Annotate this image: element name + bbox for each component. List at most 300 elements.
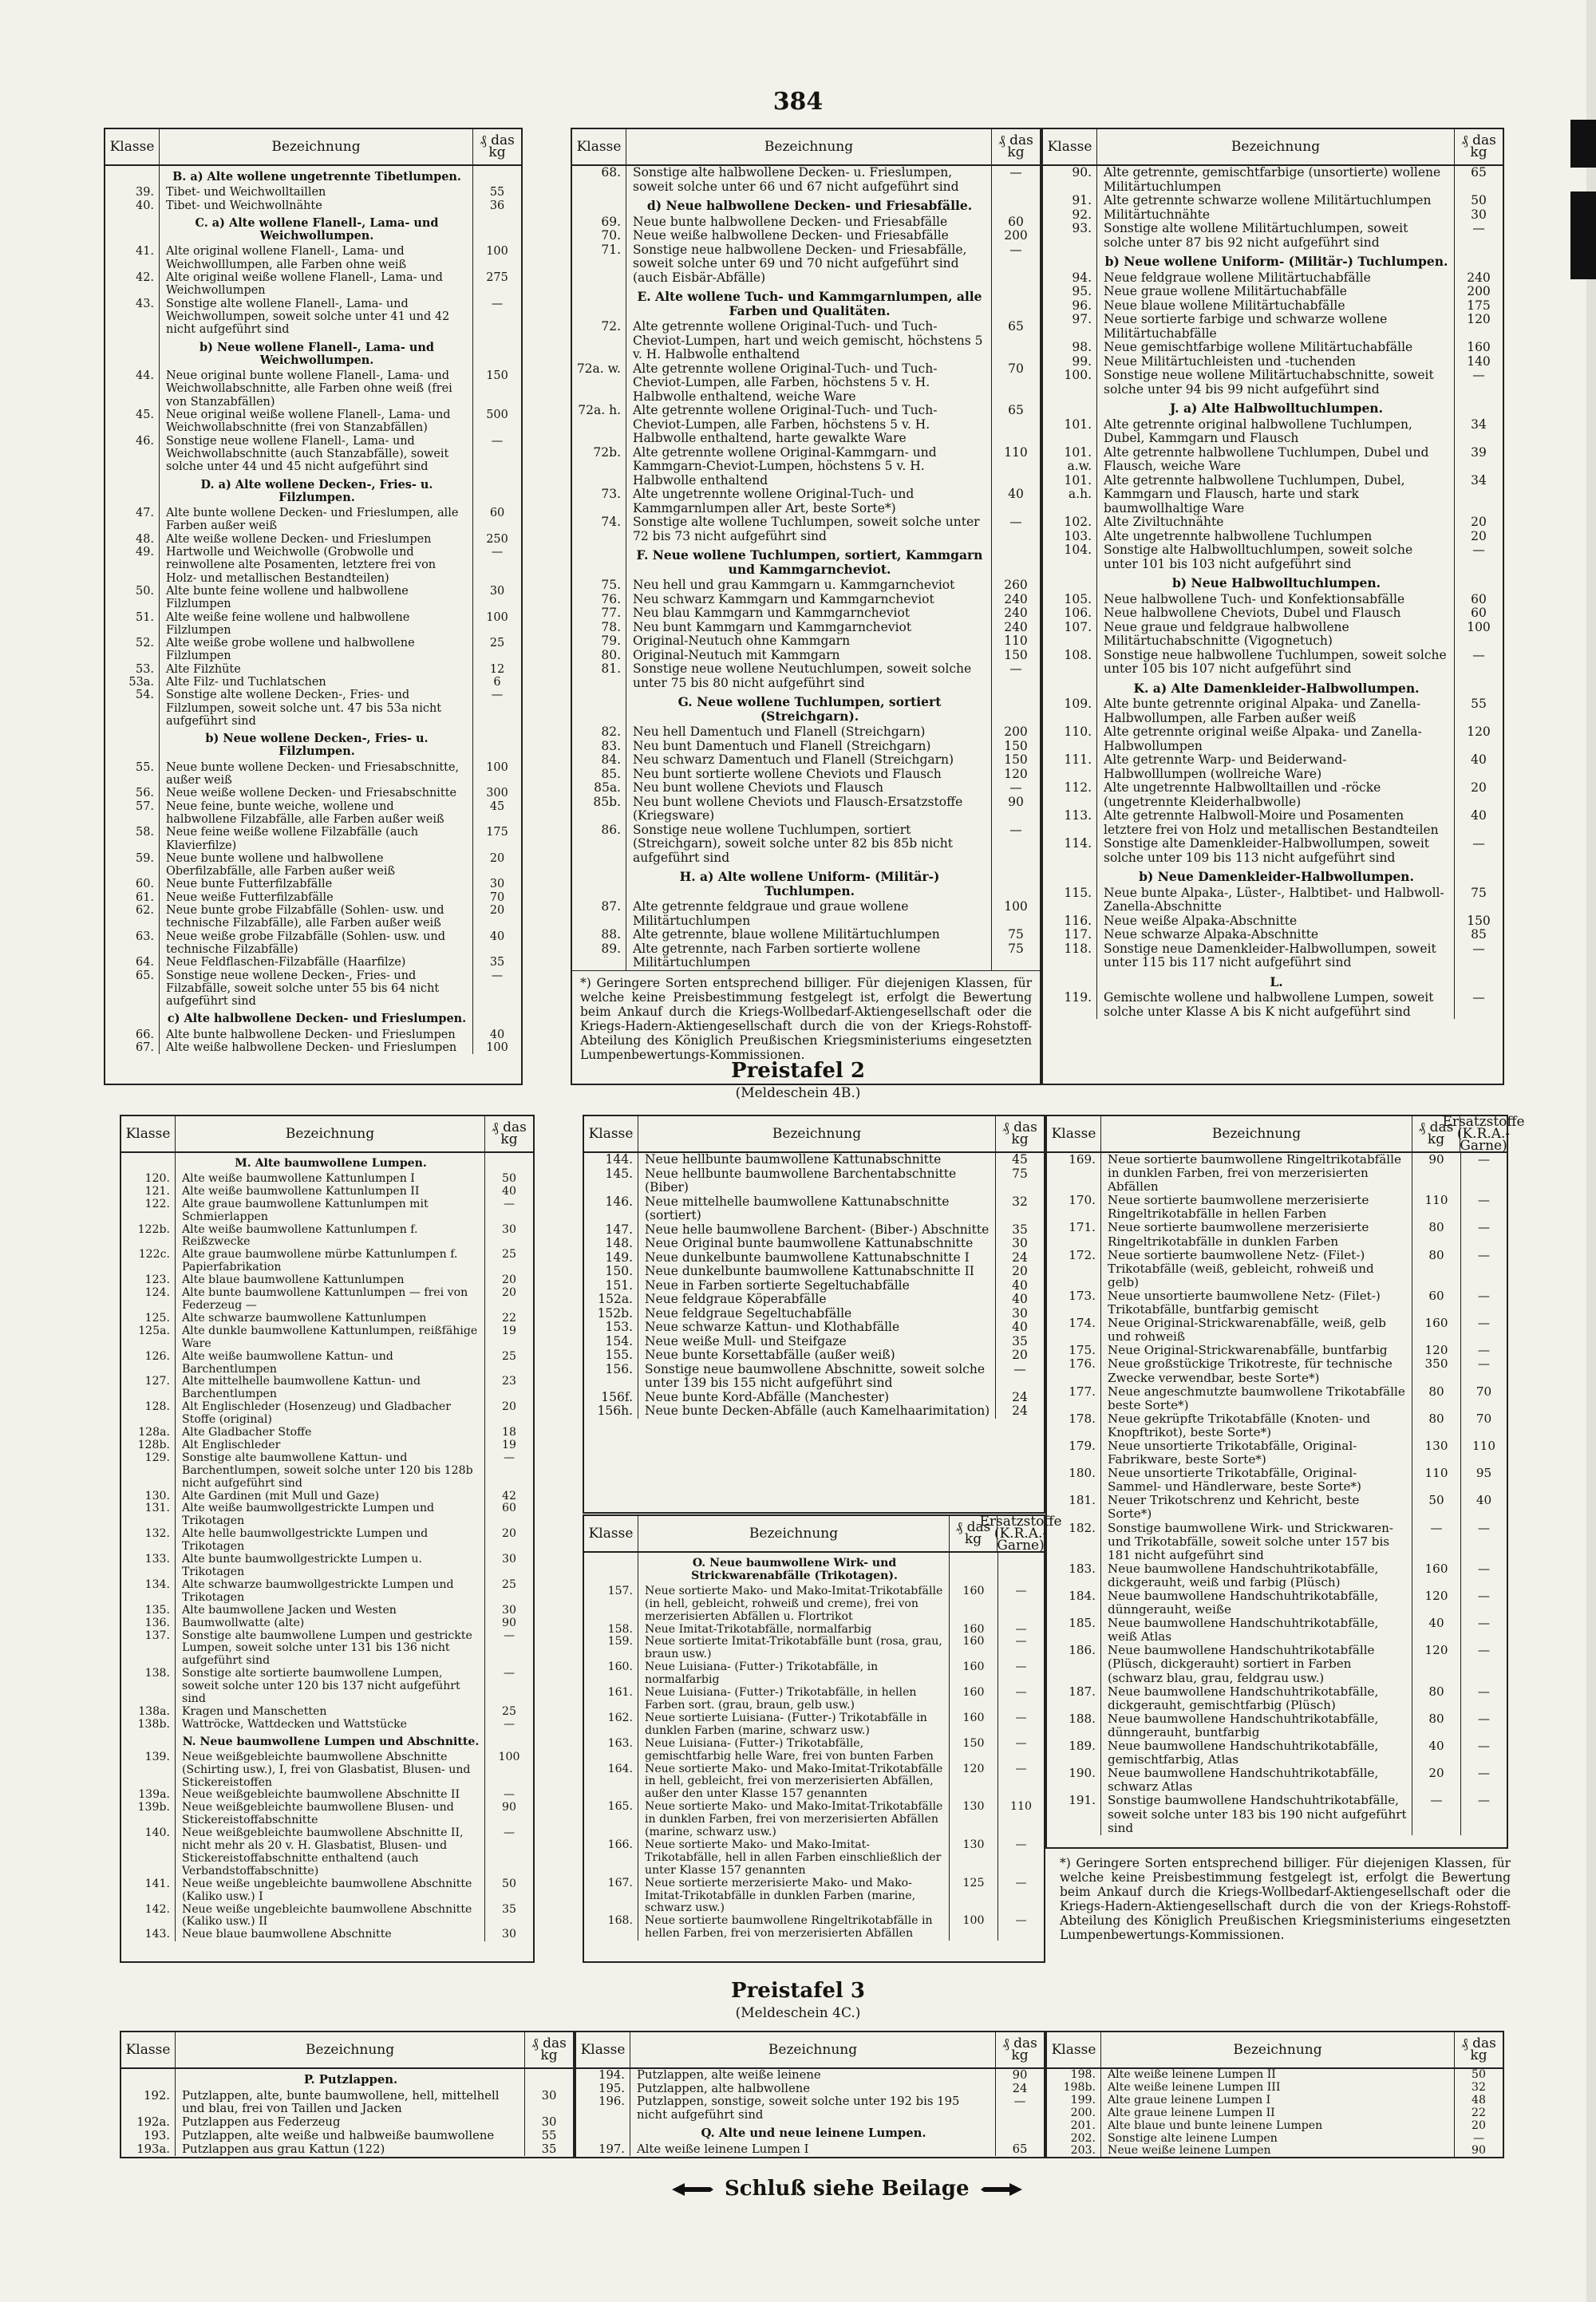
klasse-cell: 198b.	[1047, 2082, 1101, 2095]
klasse-cell: 203.	[1047, 2145, 1101, 2158]
bezeichnung-cell: Neu schwarz Damentuch und Flanell (Streichgarn)	[626, 753, 992, 768]
ersatz-cell: —	[1460, 1794, 1507, 1834]
preis-cell	[485, 1153, 533, 1173]
table-header	[105, 129, 521, 166]
preis-cell: —	[503, 1451, 516, 1464]
preis-cell: 60	[1008, 214, 1024, 229]
table-row	[572, 229, 1040, 243]
bezeichnung-cell: Neue dunkelbunte baumwollene Kattunabschnitte II	[638, 1265, 996, 1279]
preis-cell: 20	[1471, 528, 1487, 543]
preis-cell	[996, 2122, 1044, 2143]
klasse-cell: 194.	[576, 2069, 630, 2083]
klasse-cell: 147.	[584, 1223, 638, 1238]
preis-cell: 20	[502, 1286, 516, 1300]
table-row	[584, 1335, 1044, 1349]
table-row	[121, 1491, 533, 1503]
table-row	[105, 956, 521, 969]
bezeichnung-cell: Neue hellbunte baumwollene Barchentabschnitte (Biber)	[638, 1167, 996, 1195]
preis-cell: 90	[1008, 794, 1024, 809]
klasse-cell: 83.	[572, 740, 626, 754]
bezeichnung-cell: Alte bunte baumwollene Kattunlumpen — frei von Federzeug —	[176, 1287, 485, 1313]
bezeichnung-cell: Alte bunte halbwollene Decken- und Frieslumpen	[160, 1029, 473, 1041]
preis-cell: 130	[962, 1838, 985, 1851]
klasse-cell: 188.	[1047, 1712, 1101, 1739]
preis-cell	[1455, 677, 1503, 698]
preis-cell: 32	[1012, 1194, 1028, 1209]
bezeichnung-cell: Neue feldgraue Köperabfälle	[638, 1293, 996, 1307]
table-row	[1043, 606, 1503, 621]
klasse-cell: 138.	[121, 1668, 176, 1706]
preis-cell: 160	[1467, 340, 1491, 354]
preis-cell: 40	[1471, 808, 1487, 823]
bezeichnung-cell: Sonstige neue halbwollene Decken- und Friesabfälle, soweit solche unter 69 und 70 nicht aufgeführt sind (auch Eisbär-Abfälle)	[626, 243, 992, 286]
bezeichnung-cell: Alte bunte baumwollgestrickte Lumpen u. Trikotagen	[176, 1554, 485, 1579]
table-row	[576, 2069, 1044, 2083]
table-row	[1043, 621, 1503, 649]
preis-cell: 55	[1471, 697, 1487, 711]
table-row	[105, 546, 521, 585]
table-row	[1043, 697, 1503, 725]
table-row	[121, 2130, 573, 2143]
bezeichnung-cell: Neue gemischtfarbige wollene Militärtuchabfälle	[1097, 341, 1455, 355]
klasse-cell: 106.	[1043, 606, 1097, 621]
preis-cell	[950, 1553, 998, 1585]
preis-cell: —	[503, 1788, 516, 1802]
klasse-cell	[572, 543, 626, 578]
table-row	[584, 1878, 1044, 1916]
ersatz-cell: —	[998, 1763, 1044, 1802]
bezeichnung-cell: Alte weiße baumwollene Kattunlumpen I	[176, 1173, 485, 1186]
section-heading: J. a) Alte Halbwolltuchlumpen.	[1097, 397, 1455, 418]
table-row	[1043, 914, 1503, 929]
section-heading-row	[1043, 250, 1503, 271]
bezeichnung-cell: Neue original bunte wollene Flanell-, Lama- und Weichwollabschnitte, alle Farben ohne weiß (frei von Stanzabfällen)	[160, 369, 473, 409]
bezeichnung-cell: Alte schwarze baumwollene Kattunlumpen	[176, 1313, 485, 1325]
col-klasse-header: Klasse	[572, 129, 626, 164]
price-table-3-col-1	[120, 2031, 575, 2158]
klasse-cell: 56.	[105, 787, 160, 800]
table-row	[1047, 2133, 1503, 2146]
preis-cell: —	[1013, 1361, 1026, 1376]
ersatz-cell: —	[998, 1738, 1044, 1763]
table-row	[105, 507, 521, 533]
ersatz-cell: —	[1460, 1739, 1507, 1767]
preis-cell: —	[1009, 515, 1022, 529]
preis-cell: 6	[493, 675, 501, 689]
table-row	[105, 435, 521, 474]
klasse-cell: 122c.	[121, 1249, 176, 1274]
preis-cell: 130	[1424, 1438, 1448, 1453]
bezeichnung-cell: Neu hell und grau Kammgarn u. Kammgarncheviot	[626, 578, 992, 593]
bezeichnung-cell: Neue baumwollene Handschuhtrikotabfälle, schwarz Atlas	[1101, 1767, 1412, 1794]
klasse-cell	[105, 337, 160, 370]
klasse-cell: 160.	[584, 1661, 638, 1687]
bezeichnung-cell: Alte Gardinen (mit Mull und Gaze)	[176, 1491, 485, 1503]
preis-cell: 160	[962, 1686, 985, 1700]
footer-text: Schluß siehe Beilage	[725, 2177, 970, 2201]
klasse-cell: 107.	[1043, 621, 1097, 649]
preis-cell: 20	[1471, 780, 1487, 795]
table-row	[584, 1321, 1044, 1335]
table-row	[105, 878, 521, 890]
klasse-cell: 166.	[584, 1839, 638, 1878]
klasse-cell: 101. a.h.	[1043, 474, 1097, 516]
klasse-cell: 53a.	[105, 676, 160, 689]
klasse-cell: 72.	[572, 320, 626, 362]
ersatz-cell: —	[1460, 1767, 1507, 1794]
preis-cell: 30	[489, 584, 505, 598]
preis-cell: 90	[502, 1616, 516, 1629]
preis-cell: 75	[1008, 927, 1024, 942]
preis-cell: 20	[1472, 2118, 1486, 2132]
preis-cell: 125	[962, 1876, 985, 1889]
preis-cell: 36	[489, 199, 505, 212]
table-row	[584, 1279, 1044, 1293]
preis-cell: 40	[1012, 1277, 1028, 1293]
table-body	[121, 1153, 533, 1941]
table-row	[1043, 271, 1503, 286]
preis-cell: 40	[502, 1184, 516, 1198]
klasse-cell	[121, 2069, 176, 2090]
preis-cell	[473, 337, 521, 370]
klasse-cell: 105.	[1043, 593, 1097, 607]
preis-cell: 90	[1012, 2068, 1028, 2082]
klasse-cell: 50.	[105, 585, 160, 611]
table-row	[1043, 753, 1503, 781]
bezeichnung-cell: Putzlappen, alte weiße und halbweiße baumwollene	[176, 2130, 525, 2143]
preis-cell: 160	[962, 1622, 985, 1636]
table-row	[572, 823, 1040, 866]
table-row	[105, 409, 521, 435]
preis-cell: 32	[1472, 2080, 1486, 2094]
klasse-cell: 173.	[1047, 1289, 1101, 1317]
table-row	[1047, 2082, 1503, 2095]
col-ersatz-header: Ersatzstoffe (K.R.A.-Garne)	[1442, 1113, 1525, 1154]
klasse-cell: 54.	[105, 689, 160, 728]
table-row	[1047, 1494, 1507, 1521]
section-heading: Q. Alte und neue leinene Lumpen.	[630, 2122, 996, 2143]
table-body	[572, 166, 1040, 970]
preis-cell: 175	[1467, 298, 1491, 313]
table-body	[1043, 166, 1503, 1019]
section-heading-row	[105, 166, 521, 186]
klasse-cell	[105, 212, 160, 246]
preis-cell: 250	[486, 532, 508, 546]
klasse-cell: 162.	[584, 1712, 638, 1738]
klasse-cell: 130.	[121, 1491, 176, 1503]
bezeichnung-cell: Neue weißgebleichte baumwollene Blusen- und Stickereistoffabschnitte	[176, 1802, 485, 1827]
preis-cell	[473, 1008, 521, 1028]
preis-cell: 24	[1012, 1250, 1028, 1265]
klasse-cell	[105, 728, 160, 761]
price-table-2-col-2-trikot	[583, 1513, 1062, 1963]
klasse-cell: 108.	[1043, 649, 1097, 677]
klasse-cell: 96.	[1043, 299, 1097, 314]
bezeichnung-cell: Alte getrennte feldgraue und graue wollene Militärtuchlumpen	[626, 900, 992, 928]
bezeichnung-cell: Neue sortierte baumwollene merzerisierte Ringeltrikotabfälle in hellen Farben	[1101, 1194, 1412, 1221]
table-row	[121, 1751, 533, 1790]
ersatz-cell: —	[1460, 1249, 1507, 1289]
table-row	[1043, 515, 1503, 530]
bezeichnung-cell: Kragen und Manschetten	[176, 1706, 485, 1719]
preis-cell: 110	[1424, 1193, 1448, 1208]
footer-continuation	[670, 2177, 1024, 2201]
table-row	[584, 1167, 1044, 1195]
bezeichnung-cell: Alte Filz- und Tuchlatschen	[160, 676, 473, 689]
table-row	[584, 1738, 1044, 1763]
preis-cell: 50	[1471, 193, 1487, 207]
table-row	[1047, 1249, 1507, 1289]
table-row	[1047, 1289, 1507, 1317]
ersatz-cell: 110	[1460, 1439, 1507, 1467]
bezeichnung-cell: Neue bunte Kord-Abfälle (Manchester)	[638, 1391, 996, 1405]
klasse-cell: 58.	[105, 826, 160, 852]
bezeichnung-cell: Neue baumwollene Handschuhtrikotabfälle (Plüsch, dickgerauht) sortiert in Farben (schwarz blau, grau, feldgrau usw.)	[1101, 1644, 1412, 1684]
bezeichnung-cell: Neu bunt wollene Cheviots und Flausch-Ersatzstoffe (Kriegsware)	[626, 796, 992, 823]
preis-cell: 30	[541, 2088, 557, 2103]
price-table-3-col-2	[575, 2031, 1045, 2158]
preis-cell	[1455, 397, 1503, 418]
table-row	[105, 186, 521, 199]
table-row	[572, 796, 1040, 823]
table-row	[121, 1427, 533, 1439]
bezeichnung-cell: Neue sortierte Mako- und Mako-Imitat-Trikotabfälle in dunklen Farben, frei von merzerisierten Abfällen (marine, schwarz usw.)	[638, 1801, 950, 1839]
section-heading: D. a) Alte wollene Decken-, Fries- u. Filzlumpen.	[160, 474, 473, 507]
preis-cell	[992, 690, 1040, 725]
bezeichnung-cell: Alte Filzhüte	[160, 663, 473, 676]
klasse-cell: 76.	[572, 593, 626, 607]
bezeichnung-cell: Neue sortierte baumwollene Ringeltrikotabfälle in dunklen Farben, frei von merzerisierten Abfällen	[1101, 1153, 1412, 1194]
bezeichnung-cell: Sonstige alte wollene Decken-, Fries- und Filzlumpen, soweit solche unt. 47 bis 53a nicht aufgeführt sind	[160, 689, 473, 728]
bezeichnung-cell: Neue weißgebleichte baumwollene Abschnitte (Schirting usw.), I, frei von Glasbatist, Blusen- und Stickereistoffen	[176, 1751, 485, 1790]
table-row	[1047, 1617, 1507, 1644]
klasse-cell: 184.	[1047, 1589, 1101, 1617]
preis-cell: —	[1013, 2095, 1026, 2109]
preis-cell: 40	[1008, 487, 1024, 501]
section-heading: L.	[1097, 970, 1455, 992]
klasse-cell: 84.	[572, 753, 626, 768]
klasse-cell: 152b.	[584, 1307, 638, 1321]
bezeichnung-cell: Neu schwarz Kammgarn und Kammgarncheviot	[626, 593, 992, 607]
bezeichnung-cell: Putzlappen, sonstige, soweit solche unter 192 bis 195 nicht aufgeführt sind	[630, 2095, 996, 2122]
bezeichnung-cell: Alte weiße baumwollene Kattunlumpen f. Reißzwecke	[176, 1224, 485, 1250]
klasse-cell: 139.	[121, 1751, 176, 1790]
klasse-cell: 145.	[584, 1167, 638, 1195]
table-row	[584, 1153, 1044, 1167]
ersatz-cell: —	[1460, 1617, 1507, 1644]
preis-cell: —	[1472, 221, 1485, 235]
preis-cell: 240	[1004, 591, 1028, 606]
preis-cell: 20	[502, 1400, 516, 1414]
section-heading: b) Neue wollene Decken-, Fries- u. Filzlumpen.	[160, 728, 473, 761]
bezeichnung-cell: Alte graue baumwollene mürbe Kattunlumpen f. Papierfabrikation	[176, 1249, 485, 1274]
klasse-cell: 110.	[1043, 725, 1097, 753]
preis-cell: 40	[1428, 1616, 1444, 1631]
table-row	[105, 904, 521, 930]
preis-cell: 160	[1424, 1561, 1448, 1576]
section-heading: O. Neue baumwollene Wirk- und Strickwarenabfälle (Trikotagen).	[638, 1553, 950, 1585]
bezeichnung-cell: Sonstige neue baumwollene Abschnitte, soweit solche unter 139 bis 155 nicht aufgeführt sind	[638, 1363, 996, 1391]
section-heading: H. a) Alte wollene Uniform- (Militär-) Tuchlumpen.	[626, 865, 992, 900]
table-row	[121, 1325, 533, 1351]
preis-cell: 80	[1428, 1220, 1444, 1235]
klasse-cell: 71.	[572, 243, 626, 286]
table-row	[105, 199, 521, 212]
preis-cell: 24	[1012, 1389, 1028, 1404]
klasse-cell: 81.	[572, 662, 626, 690]
klasse-cell: 123.	[121, 1274, 176, 1287]
table-row	[572, 753, 1040, 768]
table-row	[1047, 1412, 1507, 1439]
klasse-cell: 126.	[121, 1351, 176, 1376]
preis-cell: 100	[486, 760, 508, 774]
table-row	[584, 1391, 1044, 1405]
bezeichnung-cell: Alte helle baumwollgestrickte Lumpen und Trikotagen	[176, 1528, 485, 1554]
preis-cell: 50	[1428, 1493, 1444, 1508]
footnote: *) Geringere Sorten entsprechend billiger. Für diejenigen Klassen, für welche keine Preisbestimmung festgelegt ist, erfolgt die Bewertung beim Ankauf durch die Kriegs-Wollbedarf-Aktiengesellschaft oder die Kriegs-Hadern-Aktiengesellschaft durch die von der Kriegs-Rohstoff-Abteilung des Königlich Preußischen Kriegsministeriums eingesetzten Lumpenbewertungs-Kommissionen.	[572, 970, 1040, 1067]
bezeichnung-cell: Alte weiße wollene Decken- und Frieslumpen	[160, 533, 473, 546]
table-row	[1047, 1439, 1507, 1467]
ersatz-cell: —	[1460, 1317, 1507, 1344]
col-preis-header: ₰ das kg	[1461, 2035, 1496, 2063]
bezeichnung-cell: Sonstige baumwollene Handschuhtrikotabfälle, soweit solche unter 183 bis 190 nicht aufgeführt sind	[1101, 1794, 1412, 1834]
preis-cell: —	[1430, 1793, 1443, 1808]
bezeichnung-cell: Alte weiße grobe wollene und halbwollene Filzlumpen	[160, 637, 473, 663]
preis-cell: —	[1009, 780, 1022, 795]
klasse-cell: 153.	[584, 1321, 638, 1335]
bezeichnung-cell: Neue feine, bunte weiche, wollene und halbwollene Filzabfälle, alle Farben außer weiß	[160, 800, 473, 827]
table-row	[121, 2143, 573, 2157]
preis-cell: 48	[1472, 2093, 1486, 2107]
klasse-cell: 72a. w.	[572, 362, 626, 405]
preis-cell: 200	[1467, 284, 1491, 298]
klasse-cell: 92.	[1043, 208, 1097, 223]
table-row	[121, 2116, 573, 2130]
preis-cell: 100	[962, 1914, 985, 1928]
ersatz-cell: —	[998, 1636, 1044, 1661]
table-row	[105, 761, 521, 788]
bezeichnung-cell: Alte bunte feine wollene und halbwollene Filzlumpen	[160, 585, 473, 611]
col-preis-header: ₰ das kg	[998, 132, 1033, 160]
bezeichnung-cell: Alte mittelhelle baumwollene Kattun- und Barchentlumpen	[176, 1376, 485, 1401]
klasse-cell: 85.	[572, 768, 626, 782]
klasse-cell	[121, 1731, 176, 1751]
table-row	[572, 725, 1040, 740]
preis-cell: 150	[486, 369, 508, 383]
table-row	[1043, 299, 1503, 314]
bezeichnung-cell: Neue mittelhelle baumwollene Kattunabschnitte (sortiert)	[638, 1195, 996, 1223]
klasse-cell: 129.	[121, 1452, 176, 1491]
bezeichnung-cell: Sonstige alte baumwollene Lumpen und gestrickte Lumpen, soweit solche unter 131 bis 136 nicht aufgeführt sind	[176, 1630, 485, 1668]
klasse-cell: 172.	[1047, 1249, 1101, 1289]
klasse-cell: 143.	[121, 1929, 176, 1941]
preis-cell: 20	[1471, 515, 1487, 529]
table-row	[105, 271, 521, 298]
bezeichnung-cell: Sonstige baumwollene Wirk- und Strickwaren- und Trikotabfälle, soweit solche unter 157 bis 181 nicht aufgeführt sind	[1101, 1522, 1412, 1562]
preis-cell: —	[1472, 941, 1485, 956]
preis-cell: 160	[962, 1711, 985, 1724]
klasse-cell: 80.	[572, 649, 626, 663]
bezeichnung-cell: Sonstige alte halbwollene Decken- u. Frieslumpen, soweit solche unter 66 und 67 nicht aufgeführt sind	[626, 166, 992, 194]
preis-cell: 100	[486, 610, 508, 624]
klasse-cell: 192.	[121, 2090, 176, 2116]
section-heading-row	[572, 194, 1040, 215]
pointing-hand-left-icon	[670, 2180, 715, 2197]
klasse-cell: 104.	[1043, 543, 1097, 571]
klasse-cell	[1043, 865, 1097, 886]
preis-cell: —	[503, 1197, 516, 1210]
bezeichnung-cell: Sonstige neue wollene Flanell-, Lama- und Weichwollabschnitte (auch Stanzabfälle), soweit solche unter 44 und 45 nicht aufgeführt sind	[160, 435, 473, 474]
table-row	[1047, 1739, 1507, 1767]
table-header	[1047, 2032, 1503, 2069]
bezeichnung-cell: Neue Militärtuchleisten und -tuchenden	[1097, 355, 1455, 369]
table-row	[572, 634, 1040, 649]
preis-cell: 12	[489, 662, 505, 676]
col-klasse-header: Klasse	[121, 1116, 176, 1151]
table-row	[584, 1661, 1044, 1687]
table-row	[1047, 1685, 1507, 1712]
section-heading-row	[105, 474, 521, 507]
preis-cell: 150	[1004, 752, 1028, 767]
table-row	[121, 1617, 533, 1630]
bezeichnung-cell: Alte weiße leinene Lumpen II	[1101, 2069, 1455, 2082]
klasse-cell: 85b.	[572, 796, 626, 823]
col-bezeichnung-header: Bezeichnung	[638, 1116, 996, 1151]
bezeichnung-cell: Neue halbwollene Tuch- und Konfektionsabfälle	[1097, 593, 1455, 607]
klasse-cell: 161.	[584, 1687, 638, 1712]
preis-cell: 160	[962, 1660, 985, 1674]
col-bezeichnung-header: Bezeichnung	[638, 1516, 950, 1551]
bezeichnung-cell: Neue Feldflaschen-Filzabfälle (Haarfilze)	[160, 956, 473, 969]
ersatz-cell: —	[998, 1712, 1044, 1738]
preis-cell: 160	[1424, 1316, 1448, 1331]
table-row	[584, 1763, 1044, 1802]
klasse-cell: 40.	[105, 199, 160, 212]
klasse-cell: 191.	[1047, 1794, 1101, 1834]
preis-cell: 175	[486, 826, 508, 839]
section-heading-row	[1043, 677, 1503, 698]
table-row	[572, 606, 1040, 621]
preis-cell: 40	[489, 930, 505, 943]
preis-cell: 160	[962, 1584, 985, 1597]
table-row	[121, 1554, 533, 1579]
table-row	[105, 826, 521, 852]
bezeichnung-cell: Sonstige neue halbwollene Tuchlumpen, soweit solche unter 105 bis 107 nicht aufgeführt sind	[1097, 649, 1455, 677]
preis-cell: 300	[486, 787, 508, 800]
table-row	[584, 1195, 1044, 1223]
bezeichnung-cell: Neue halbwollene Cheviots, Dubel und Flausch	[1097, 606, 1455, 621]
bezeichnung-cell: Alte graue baumwollene Kattunlumpen mit Schmierlappen	[176, 1198, 485, 1224]
preis-cell: 80	[1428, 1247, 1444, 1262]
section-heading-row	[576, 2122, 1044, 2143]
table-header	[121, 2032, 573, 2069]
klasse-cell: 97.	[1043, 313, 1097, 341]
bezeichnung-cell: Neue baumwollene Handschuhtrikotabfälle, gemischtfarbig, Atlas	[1101, 1739, 1412, 1767]
klasse-cell: 43.	[105, 298, 160, 337]
bezeichnung-cell: Alte getrennte Halbwoll-Moire und Posamenten letztere frei von Holz und metallischen Bestandteilen	[1097, 809, 1455, 837]
bezeichnung-cell: Alte getrennte original halbwollene Tuchlumpen, Dubel, Kammgarn und Flausch	[1097, 418, 1455, 446]
preis-cell: 30	[502, 1553, 516, 1566]
preis-cell: 65	[1471, 165, 1487, 180]
klasse-cell: 177.	[1047, 1385, 1101, 1412]
table-row	[121, 1789, 533, 1802]
klasse-cell: 134.	[121, 1579, 176, 1605]
col-klasse-header: Klasse	[1047, 1116, 1101, 1151]
klasse-cell: 46.	[105, 435, 160, 474]
ersatz-cell: —	[1460, 1344, 1507, 1357]
bezeichnung-cell: Neue gekrüpfte Trikotabfälle (Knoten- und Knopftrikot), beste Sorte*)	[1101, 1412, 1412, 1439]
table-row	[121, 1706, 533, 1719]
